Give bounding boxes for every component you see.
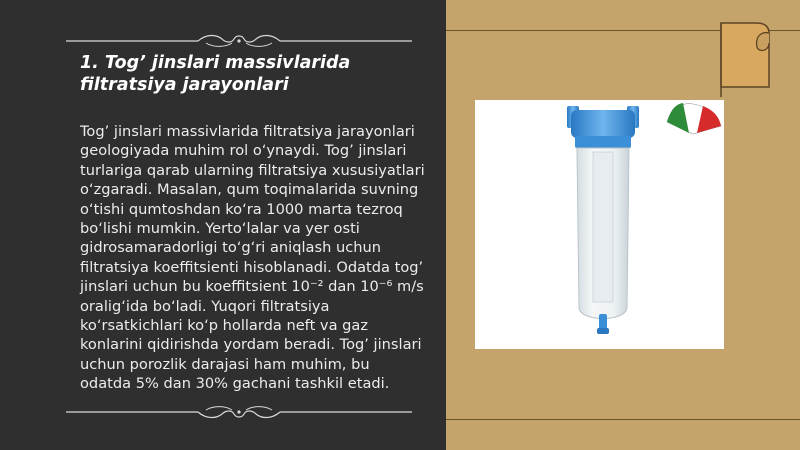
- page-curl-icon: [717, 17, 773, 99]
- bottom-rule-line: [446, 419, 800, 420]
- water-filter-icon: [475, 100, 724, 349]
- bottom-ornament-icon: [66, 405, 412, 419]
- water-filter-photo: [475, 100, 724, 349]
- slide-body-text: Tog’ jinslari massivlarida filtratsiya jarayonlari geologiyada muhim rol o‘ynaydi. Tog’ jinslari turlariga qarab ularning filtratsiya xususiyatlari o‘zgaradi. Masalan, qum toqimalarida suvning o‘tishi qumtoshdan ko‘ra 1000 marta tezroq bo‘lishi mumkin. Yerto‘lalar va yer osti gidrosamaradorligi to‘g‘ri aniqlash uchun filtratsiya koeffitsienti hisoblanadi. Odatda tog’ jinslari uchun bu koeffitsient 10⁻² dan 10⁻⁶ m/s oralig‘ida bo‘ladi. Yuqori filtratsiya ko‘rsatkichlari ko‘p hollarda neft va gaz konlarini qidirishda yordam beradi. Tog’ jinslari uchun porozlik darajasi ham muhim, bu odatda 5% dan 30% gachani tashkil etadi.: [80, 123, 425, 393]
- slide-title: 1. Tog’ jinslari massivlarida filtratsiya jarayonlari: [80, 53, 351, 95]
- italian-flag-icon: [663, 100, 725, 136]
- top-ornament-icon: [66, 34, 412, 48]
